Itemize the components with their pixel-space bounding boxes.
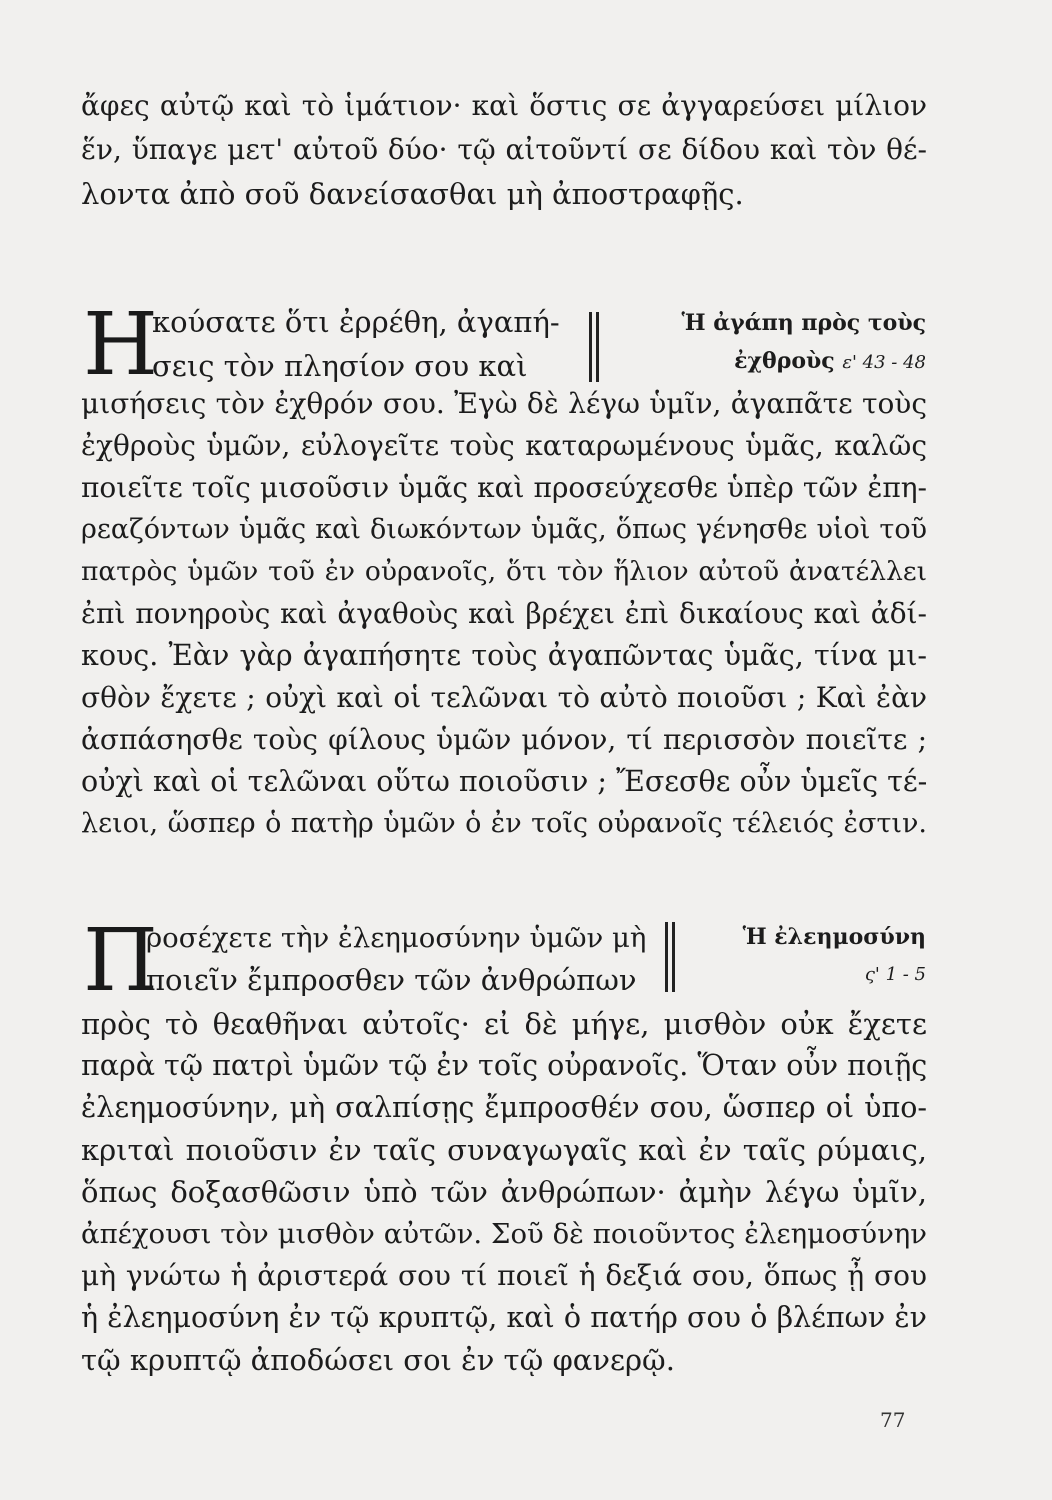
text-line: πρὸς τὸ θεαθῆναι αὐτοῖς· εἰ δὲ μήγε, μισθὸν οὐκ ἔχετε: [81, 1007, 927, 1041]
text-line: σεις τὸν πλησίον σου καὶ: [152, 349, 528, 383]
text-line: ἡ ἐλεημοσύνη ἐν τῷ κρυπτῷ, καὶ ὁ πατήρ σου ὁ βλέπων ἐν: [81, 1301, 927, 1334]
margin-heading: [682, 304, 926, 382]
text-line: ἄφες αὐτῷ καὶ τὸ ἱμάτιον· καὶ ὅστις σε ἀγγαρεύσει μίλιον: [81, 89, 927, 122]
text-line: οὐχὶ καὶ οἱ τελῶναι οὕτω ποιοῦσιν ; Ἔσεσθε οὖν ὑμεῖς τέ-: [81, 765, 928, 798]
margin-heading-title: Ἡ ἐλεημοσύνη: [742, 924, 926, 950]
text-line: μισήσεις τὸν ἐχθρόν σου. Ἐγὼ δὲ λέγω ὑμῖν, ἀγαπᾶτε τοὺς: [81, 387, 927, 420]
page-number: 77: [880, 1408, 906, 1432]
text-line: λειοι, ὥσπερ ὁ πατὴρ ὑμῶν ὁ ἐν τοῖς οὐρανοῖς τέλειός ἐστιν.: [81, 808, 927, 839]
text-line: ἐχθροὺς ὑμῶν, εὐλογεῖτε τοὺς καταρωμένους ὑμᾶς, καλῶς: [81, 429, 927, 462]
margin-heading-subtitle: ἐχθροὺς ε' 43 - 48: [734, 348, 926, 374]
text-line: ἐπὶ πονηροὺς καὶ ἀγαθοὺς καὶ βρέχει ἐπὶ δικαίους καὶ ἀδί-: [81, 597, 927, 630]
text-line: πατρὸς ὑμῶν τοῦ ἐν οὐρανοῖς, ὅτι τὸν ἥλιον αὐτοῦ ἀνατέλλει: [81, 556, 927, 587]
margin-rule: [665, 922, 668, 992]
text-line: σθὸν ἔχετε ; οὐχὶ καὶ οἱ τελῶναι τὸ αὐτὸ ποιοῦσι ; Καὶ ἐὰν: [81, 681, 927, 714]
text-line: ἀσπάσησθε τοὺς φίλους ὑμῶν μόνον, τί περισσὸν ποιεῖτε ;: [81, 723, 927, 756]
text-line: ἐλεημοσύνην, μὴ σαλπίσῃς ἔμπροσθέν σου, ὥσπερ οἱ ὑπο-: [81, 1091, 927, 1124]
drop-cap: Η: [83, 295, 158, 395]
verse-reference: ς' 1 - 5: [864, 964, 926, 985]
text-line: ὅπως δοξασθῶσιν ὑπὸ τῶν ἀνθρώπων· ἀμὴν λέγω ὑμῖν,: [81, 1175, 927, 1209]
verse-reference: ε' 43 - 48: [842, 352, 926, 373]
text-line: παρὰ τῷ πατρὶ ὑμῶν τῷ ἐν τοῖς οὐρανοῖς. Ὅταν οὖν ποιῇς: [81, 1049, 928, 1082]
text-line: ρεαζόντων ὑμᾶς καὶ διωκόντων ὑμᾶς, ὅπως γένησθε υἱοὶ τοῦ: [81, 514, 927, 545]
text-line: ποιεῖτε τοῖς μισοῦσιν ὑμᾶς καὶ προσεύχεσθε ὑπὲρ τῶν ἐπη-: [81, 471, 927, 504]
margin-rule: [596, 312, 599, 382]
margin-rule: [672, 922, 675, 992]
text-line: ἀπέχουσι τὸν μισθὸν αὐτῶν. Σοῦ δὲ ποιοῦντος ἐλεημοσύνην: [81, 1218, 927, 1250]
text-line: ροσέχετε τὴν ἐλεημοσύνην ὑμῶν μὴ: [146, 922, 647, 954]
text-line: ποιεῖν ἔμπροσθεν τῶν ἀνθρώπων: [146, 963, 637, 997]
margin-rule: [589, 312, 592, 382]
text-line: κους. Ἐὰν γὰρ ἀγαπήσητε τοὺς ἀγαπῶντας ὑμᾶς, τίνα μι-: [81, 639, 927, 672]
text-line: κούσατε ὅτι ἐρρέθη, ἀγαπή-: [152, 305, 560, 339]
text-line: μὴ γνώτω ἡ ἀριστερά σου τί ποιεῖ ἡ δεξιά σου, ὅπως ᾖ σου: [81, 1259, 927, 1292]
margin-heading-title: Ἡ ἀγάπη πρὸς τοὺς: [681, 310, 926, 336]
margin-heading: [743, 918, 926, 994]
drop-cap: Π: [83, 911, 158, 1011]
text-line: ἕν, ὕπαγε μετ' αὐτοῦ δύο· τῷ αἰτοῦντί σε δίδου καὶ τὸν θέ-: [81, 133, 927, 166]
text-line: λοντα ἀπὸ σοῦ δανείσασθαι μὴ ἀποστραφῇς.: [81, 177, 744, 211]
text-line: τῷ κρυπτῷ ἀποδώσει σοι ἐν τῷ φανερῷ.: [81, 1343, 675, 1377]
text-line: κριταὶ ποιοῦσιν ἐν ταῖς συναγωγαῖς καὶ ἐν ταῖς ρύμαις,: [81, 1133, 927, 1167]
